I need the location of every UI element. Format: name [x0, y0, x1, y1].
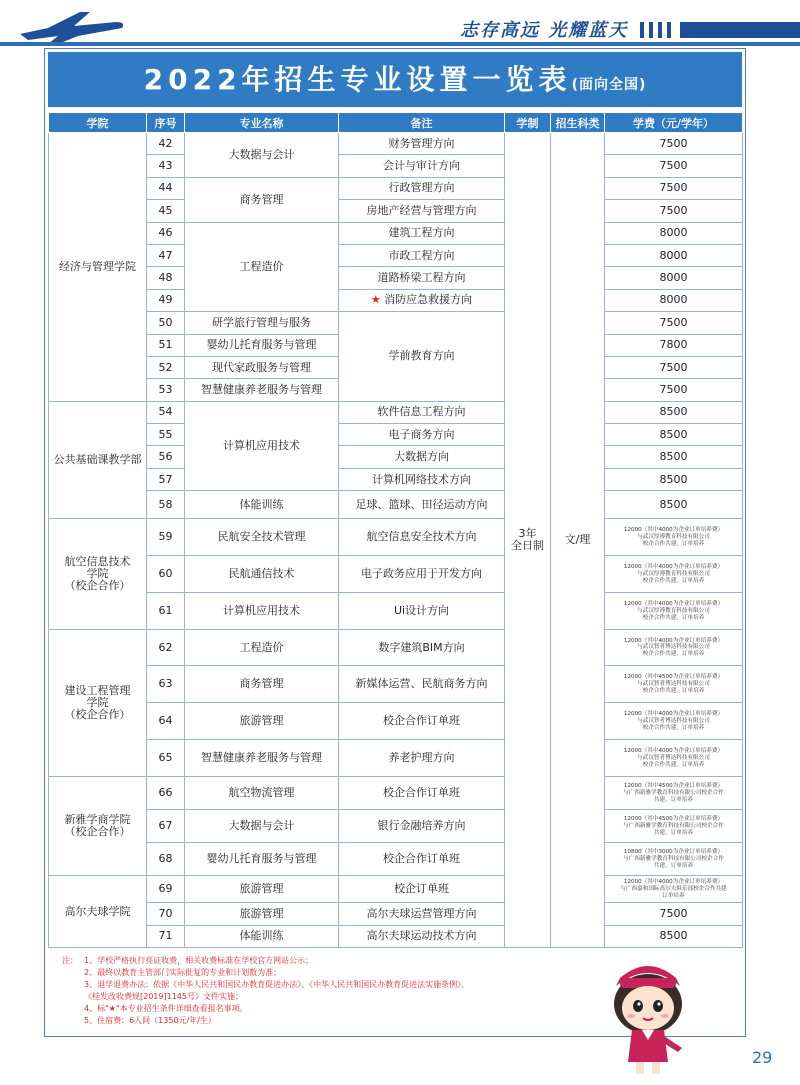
seq-cell: 43	[147, 155, 185, 177]
seq-cell: 42	[147, 133, 185, 155]
major-cell: 工程造价	[185, 630, 339, 666]
seq-cell: 46	[147, 222, 185, 244]
remark-cell: 新媒体运营、民航商务方向	[339, 666, 505, 703]
remark-cell: 电子商务方向	[339, 424, 505, 446]
table-row	[49, 446, 743, 468]
seq-cell: 66	[147, 777, 185, 810]
major-cell: 婴幼儿托育服务与管理	[185, 843, 339, 876]
table-row	[49, 593, 743, 630]
seq-cell: 45	[147, 200, 185, 222]
col-seq: 序号	[147, 113, 185, 133]
college-cell: 航空信息技术 学院 （校企合作）	[49, 519, 147, 630]
table-row	[49, 468, 743, 490]
fee-cell	[605, 740, 743, 777]
seq-cell: 48	[147, 267, 185, 289]
fee-cell: 8500	[605, 468, 743, 490]
major-cell: 旅游管理	[185, 903, 339, 925]
notes-label: 注：	[62, 956, 78, 965]
table-row	[49, 843, 743, 876]
col-college: 学院	[49, 113, 147, 133]
major-cell: 智慧健康养老服务与管理	[185, 740, 339, 777]
seq-cell: 67	[147, 810, 185, 843]
remark-cell: 道路桥梁工程方向	[339, 267, 505, 289]
remark-cell: 高尔夫球运动技术方向	[339, 925, 505, 947]
fee-cell: 8500	[605, 491, 743, 519]
remark-cell: Ui设计方向	[339, 593, 505, 630]
fee-note: 12000（其中4000为企业订单培养费） 与武汉智者博达科技有限公司 校企合作共建，订单培养	[623, 748, 724, 768]
fee-cell	[605, 630, 743, 666]
fee-cell: 7500	[605, 200, 743, 222]
title-main: 2022年招生专业设置一览表	[143, 63, 572, 96]
major-cell: 计算机应用技术	[185, 593, 339, 630]
remark-cell: 大数据方向	[339, 446, 505, 468]
major-cell: 体能训练	[185, 491, 339, 519]
table-row	[49, 133, 743, 155]
fee-note: 10800（其中3000为企业订单培养费） 与广西新雅学教育科技有限公司校企合作 共建，订单培养	[623, 849, 724, 869]
college-cell: 建设工程管理 学院 （校企合作）	[49, 630, 147, 777]
seq-cell: 70	[147, 903, 185, 925]
college-cell: 经济与管理学院	[49, 133, 147, 402]
fee-note: 12000（其中4500为企业订单培养费） 与武汉智者博达科技有限公司 校企合作共建，订单培养	[623, 674, 724, 694]
remark-cell: 航空信息安全技术方向	[339, 519, 505, 556]
seq-cell: 58	[147, 491, 185, 519]
fee-cell: 7500	[605, 312, 743, 334]
major-cell: 研学旅行管理与服务	[185, 312, 339, 334]
remark-cell: 校企合作订单班	[339, 843, 505, 876]
remark-cell: 学前教育方向	[339, 312, 505, 402]
stewardess-mascot-icon	[598, 956, 698, 1078]
seq-cell: 53	[147, 379, 185, 401]
fee-cell: 7500	[605, 133, 743, 155]
remark-cell: 房地产经营与管理方向	[339, 200, 505, 222]
fee-cell	[605, 556, 743, 593]
major-cell: 婴幼儿托育服务与管理	[185, 334, 339, 356]
seq-cell: 44	[147, 177, 185, 199]
remark-cell: 会计与审计方向	[339, 155, 505, 177]
kelei-cell: 文/理	[551, 133, 605, 948]
fee-cell	[605, 843, 743, 876]
fee-cell	[605, 703, 743, 740]
table-row	[49, 244, 743, 266]
fee-cell: 8500	[605, 446, 743, 468]
seq-cell: 60	[147, 556, 185, 593]
table-row	[49, 267, 743, 289]
remark-cell: 校企订单班	[339, 876, 505, 903]
note-item: 5、住宿费：6人间（1350元/年/生）	[84, 1016, 216, 1025]
fee-note: 12000（其中4000为企业订单培养费） 与武汉智者博达科技有限公司 校企合作共建，订单培养	[623, 711, 724, 731]
table-row	[49, 556, 743, 593]
fee-note: 12000（其中4000为企业订单培养费） 与武汉智者博达科技有限公司 校企合作共建，订单培养	[623, 637, 724, 658]
fee-cell	[605, 519, 743, 556]
major-cell: 体能训练	[185, 925, 339, 947]
seq-cell: 63	[147, 666, 185, 703]
fee-note: 12000（其中4000为企业订单培养费） 与武汉厚溥教育科技有限公司 校企合作共建，订单培养	[623, 601, 724, 621]
fee-cell	[605, 810, 743, 843]
major-cell: 智慧健康养老服务与管理	[185, 379, 339, 401]
page-title	[48, 52, 742, 107]
note-item: 《桂发改收费规[2019]1145号》文件实施；	[84, 992, 243, 1001]
major-cell: 工程造价	[185, 222, 339, 312]
slogan: 志存高远 光耀蓝天	[460, 20, 629, 41]
remark-cell: 电子政务应用于开发方向	[339, 556, 505, 593]
banner-line	[0, 42, 800, 46]
fee-note: 12000（其中4000为企业订单培养费） 与武汉厚溥教育科技有限公司 校企合作共建，订单培养	[623, 564, 724, 584]
remark-cell: 行政管理方向	[339, 177, 505, 199]
xuezhi-cell: 3年 全日制	[505, 133, 551, 948]
fee-cell	[605, 593, 743, 630]
seq-cell: 64	[147, 703, 185, 740]
fee-cell: 8000	[605, 267, 743, 289]
table-row	[49, 177, 743, 199]
college-cell: 新雅学商学院 （校企合作）	[49, 777, 147, 876]
fee-cell: 8500	[605, 424, 743, 446]
major-cell: 航空物流管理	[185, 777, 339, 810]
fee-cell	[605, 777, 743, 810]
table-row	[49, 903, 743, 925]
airplane-icon	[18, 4, 128, 44]
col-remark: 备注	[339, 113, 505, 133]
fee-cell	[605, 666, 743, 703]
fee-note: 12000（其中4500为企业订单培养费） 与广西新雅学教育科技有限公司校企合作 共建，订单培养	[623, 816, 724, 836]
note-item: 2、最终以教育主管部门实际批复的专业和计划数为准；	[84, 968, 282, 977]
remark-cell: 软件信息工程方向	[339, 401, 505, 423]
decor-bars	[640, 22, 671, 38]
title-sub: (面向全国)	[571, 77, 647, 93]
major-cell: 大数据与会计	[185, 810, 339, 843]
remark-text: 消防应急救援方向	[384, 293, 473, 307]
seq-cell: 68	[147, 843, 185, 876]
table-row	[49, 703, 743, 740]
remark-cell: 财务管理方向	[339, 133, 505, 155]
fee-cell	[605, 876, 743, 903]
seq-cell: 56	[147, 446, 185, 468]
table-header-row	[49, 113, 743, 133]
program-table	[48, 112, 743, 948]
fee-cell: 7500	[605, 155, 743, 177]
table-row	[49, 222, 743, 244]
fee-cell: 7500	[605, 177, 743, 199]
fee-cell: 8500	[605, 401, 743, 423]
table-row	[49, 666, 743, 703]
remark-cell	[339, 289, 505, 311]
note-item: 3、退学退费办法：依据《中华人民共和国民办教育促进办法》、《中华人民共和国民办教育促进法实施条例》、	[84, 980, 470, 989]
major-cell: 民航通信技术	[185, 556, 339, 593]
major-cell: 商务管理	[185, 177, 339, 222]
remark-cell: 校企合作订单班	[339, 703, 505, 740]
fee-cell: 7500	[605, 903, 743, 925]
seq-cell: 65	[147, 740, 185, 777]
college-cell: 公共基础课教学部	[49, 401, 147, 519]
fee-note: 12000（其中4000为企业订单培养费） 与武汉厚溥教育科技有限公司 校企合作共建，订单培养	[623, 527, 724, 547]
major-cell: 商务管理	[185, 666, 339, 703]
major-cell: 民航安全技术管理	[185, 519, 339, 556]
top-banner	[0, 0, 800, 48]
table-row	[49, 630, 743, 666]
table-row	[49, 876, 743, 903]
decor-block	[680, 22, 800, 38]
seq-cell: 50	[147, 312, 185, 334]
major-cell: 旅游管理	[185, 703, 339, 740]
table-row	[49, 491, 743, 519]
fee-cell: 7500	[605, 379, 743, 401]
remark-cell: 市政工程方向	[339, 244, 505, 266]
table-row	[49, 289, 743, 311]
seq-cell: 49	[147, 289, 185, 311]
college-cell: 高尔夫球学院	[49, 876, 147, 948]
table-row	[49, 810, 743, 843]
fee-cell: 7800	[605, 334, 743, 356]
fee-cell: 8000	[605, 289, 743, 311]
fee-cell: 8000	[605, 222, 743, 244]
note-item: 4、标"★"本专业招生条件详细查看报名事项。	[84, 1004, 248, 1013]
page-number: 29	[752, 1048, 773, 1067]
seq-cell: 54	[147, 401, 185, 423]
star-icon: ★	[370, 293, 381, 307]
col-fee: 学费（元/学年）	[605, 113, 743, 133]
seq-cell: 55	[147, 424, 185, 446]
table-row	[49, 424, 743, 446]
seq-cell: 61	[147, 593, 185, 630]
fee-cell: 8500	[605, 925, 743, 947]
table-row	[49, 312, 743, 334]
table-row	[49, 155, 743, 177]
table-row	[49, 740, 743, 777]
fee-cell: 7500	[605, 356, 743, 378]
fee-note: 12000（其中4500为企业订单培养费） 与广西新雅学教育科技有限公司校企合作 共建，订单培养	[623, 783, 724, 803]
remark-cell: 高尔夫球运营管理方向	[339, 903, 505, 925]
remark-cell: 计算机网络技术方向	[339, 468, 505, 490]
col-kelei: 招生科类	[551, 113, 605, 133]
major-cell: 旅游管理	[185, 876, 339, 903]
major-cell: 计算机应用技术	[185, 401, 339, 491]
seq-cell: 69	[147, 876, 185, 903]
seq-cell: 71	[147, 925, 185, 947]
seq-cell: 62	[147, 630, 185, 666]
seq-cell: 47	[147, 244, 185, 266]
remark-cell: 足球、篮球、田径运动方向	[339, 491, 505, 519]
table-row	[49, 200, 743, 222]
major-cell: 大数据与会计	[185, 133, 339, 178]
major-cell: 现代家政服务与管理	[185, 356, 339, 378]
remark-cell: 建筑工程方向	[339, 222, 505, 244]
remark-cell: 数字建筑BIM方向	[339, 630, 505, 666]
seq-cell: 51	[147, 334, 185, 356]
remark-cell: 养老护理方向	[339, 740, 505, 777]
seq-cell: 52	[147, 356, 185, 378]
seq-cell: 59	[147, 519, 185, 556]
fee-note: 12000（其中4000为企业订单培养费） 与广西嘉和国际高尔夫俱乐部校企合作共建 订单培养	[620, 879, 727, 899]
table-row	[49, 925, 743, 947]
fee-cell: 8000	[605, 244, 743, 266]
col-xuezhi: 学制	[505, 113, 551, 133]
table-row	[49, 401, 743, 423]
col-major: 专业名称	[185, 113, 339, 133]
remark-cell: 校企合作订单班	[339, 777, 505, 810]
seq-cell: 57	[147, 468, 185, 490]
table-row	[49, 519, 743, 556]
table-row	[49, 777, 743, 810]
remark-cell: 银行金融培养方向	[339, 810, 505, 843]
note-item: 1、学校严格执行亮证收费，相关收费标准在学校官方网站公示；	[84, 956, 314, 965]
